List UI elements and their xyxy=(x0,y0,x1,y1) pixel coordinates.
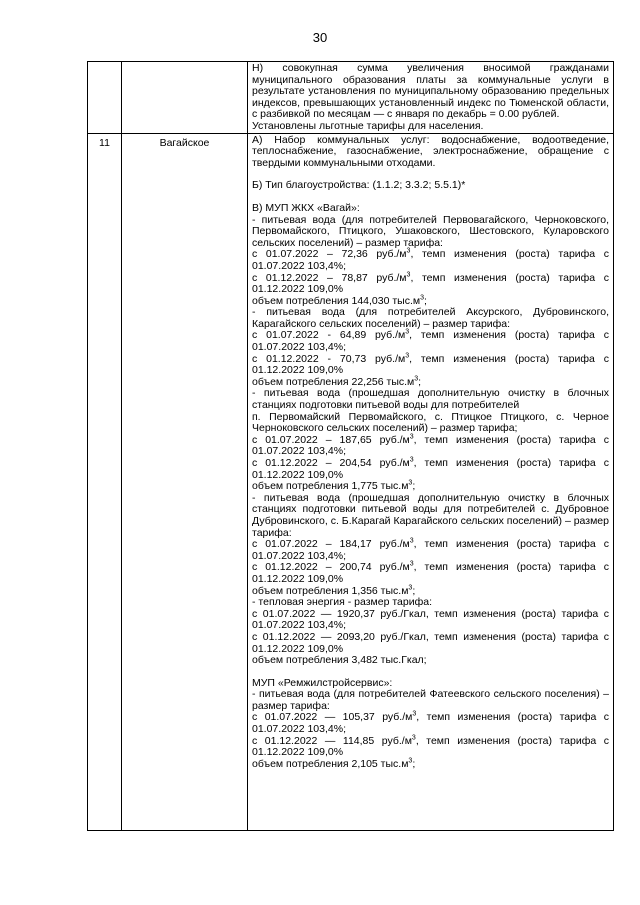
volume-line: объем потребления 2,105 $тыс.м^3$; xyxy=(252,757,416,770)
tariff-line: с 01.12.2022 — 114,85 $руб./м^3$, темп изменения (роста) тарифа с 01.12.2022 109,0% xyxy=(252,734,609,759)
water-item-1: - питьевая вода (для потребителей Первовагайского, Черноковского, Первомайского, Птицкого, Ушаковского, Шестовского, Куларовского сельских поселений) – размер тарифа: xyxy=(252,213,609,249)
volume-line: объем потребления 1,356 $тыс.м^3$; xyxy=(252,584,416,597)
volume-line: объем потребления 1,775 $тыс.м^3$; xyxy=(252,479,416,493)
volume-line: объем потребления 22,256 $тыс.м^3$; xyxy=(252,375,422,388)
tariff-table xyxy=(87,61,614,831)
tariff-line: с 01.07.2022 — 105,37 $руб./м^3$, темп изменения (роста) тарифа с 01.07.2022 103,4%; xyxy=(252,710,609,736)
tariff-line: с 01.07.2022 – 184,17 $руб./м^3$, темп изменения (роста) тарифа с 01.07.2022 103,4%; xyxy=(252,537,609,562)
row-number: 11 xyxy=(88,133,122,830)
volume-line: объем потребления 144,030 $тыс.м^3$; xyxy=(252,294,427,307)
org-heading-2: МУП «Ремжилстройсервис»: xyxy=(252,676,393,689)
heat-item: - тепловая энергия - размер тарифа: xyxy=(252,596,432,609)
municipality-name: Вагайское xyxy=(122,133,248,830)
paragraph-n: Н) совокупная сумма увеличения вносимой гражданами муниципального образования платы за коммунальные услуги в результате установления по муниципальному образованию предельных индексов, превышающих установленный индекс по Тюменской области, с разбивкой по месяцам — с января по декабрь = 0.00 рублей. xyxy=(252,62,609,121)
tariff-line: с 01.12.2022 - 70,73 $руб./м^3$, темп изменения (роста) тарифа с 01.12.2022 109,0% xyxy=(252,352,609,377)
cell-text xyxy=(248,133,614,830)
tariff-line: с 01.07.2022 - 64,89 $руб./м^3$, темп изменения (роста) тарифа с 01.07.2022 103,4%; xyxy=(252,328,609,354)
water-item-4: - питьевая вода (прошедшая дополнительную очистку в блочных станциях подготовки питьевой воды для потребителей с. Дубровное Дубровинского, с. Б.Карагай Карагайского сельских поселений) – размер тарифа: xyxy=(252,491,609,539)
water-item-3-cont: п. Первомайский Первомайского, с. Птицкое Птицкого, с. Черное Черноковского сельских поселений) – размер тарифа; xyxy=(252,410,609,435)
table-row-continued xyxy=(88,62,614,134)
tariff-line: с 01.12.2022 – 200,74 $руб./м^3$, темп изменения (роста) тарифа с 01.12.2022 109,0% xyxy=(252,560,609,585)
volume-line: объем потребления 3,482 тыс.Гкал; xyxy=(252,654,427,667)
org-heading: В) МУП ЖКХ «Вагай»: xyxy=(252,201,360,214)
tariff-line: с 01.07.2022 – 187,65 $руб./м^3$, темп изменения (роста) тарифа с 01.07.2022 103,4%; xyxy=(252,433,609,458)
cell-name-empty xyxy=(122,62,248,134)
water-item-2: - питьевая вода (для потребителей Аксурского, Дубровинского, Карагайского сельских поселений) – размер тарифа: xyxy=(252,306,609,330)
tariff-line: с 01.07.2022 — 1920,37 руб./Гкал, темп изменения (роста) тарифа с 01.07.2022 103,4%; xyxy=(252,607,609,632)
tariff-line: с 01.12.2022 – 204,54 $руб./м^3$, темп изменения (роста) тарифа с 01.12.2022 109,0% xyxy=(252,456,609,481)
water-item-5: - питьевая вода (для потребителей Фатеевского сельского поселения) – размер тарифа: xyxy=(252,688,609,712)
tariff-line: с 01.12.2022 — 2093,20 руб./Гкал, темп изменения (роста) тарифа с 01.12.2022 109,0% xyxy=(252,630,609,655)
cell-text xyxy=(248,62,614,134)
table-row-11 xyxy=(88,133,614,830)
improvement-type: Б) Тип благоустройства: (1.1.2; 3.3.2; 5.5.1)* xyxy=(252,179,466,192)
tariff-line: с 01.12.2022 – 78,87 $руб./м^3$, темп изменения (роста) тарифа с 01.12.2022 109,0% xyxy=(252,271,609,296)
tariff-line: с 01.07.2022 – 72,36 $руб./м^3$, темп изменения (роста) тарифа с 01.07.2022 103,4%; xyxy=(252,247,609,272)
cell-num-empty xyxy=(88,62,122,134)
paragraph-benefit: Установлены льготные тарифы для населения. xyxy=(252,119,484,132)
page-number: 30 xyxy=(312,30,328,45)
services-paragraph: А) Набор коммунальных услуг: водоснабжение, водоотведение, теплоснабжение, газоснабжение, электроснабжение, обращение с твердыми коммунальными отходами. xyxy=(252,133,609,169)
water-item-3: - питьевая вода (прошедшая дополнительную очистку в блочных станциях подготовки питьевой воды для потребителей xyxy=(252,387,609,412)
